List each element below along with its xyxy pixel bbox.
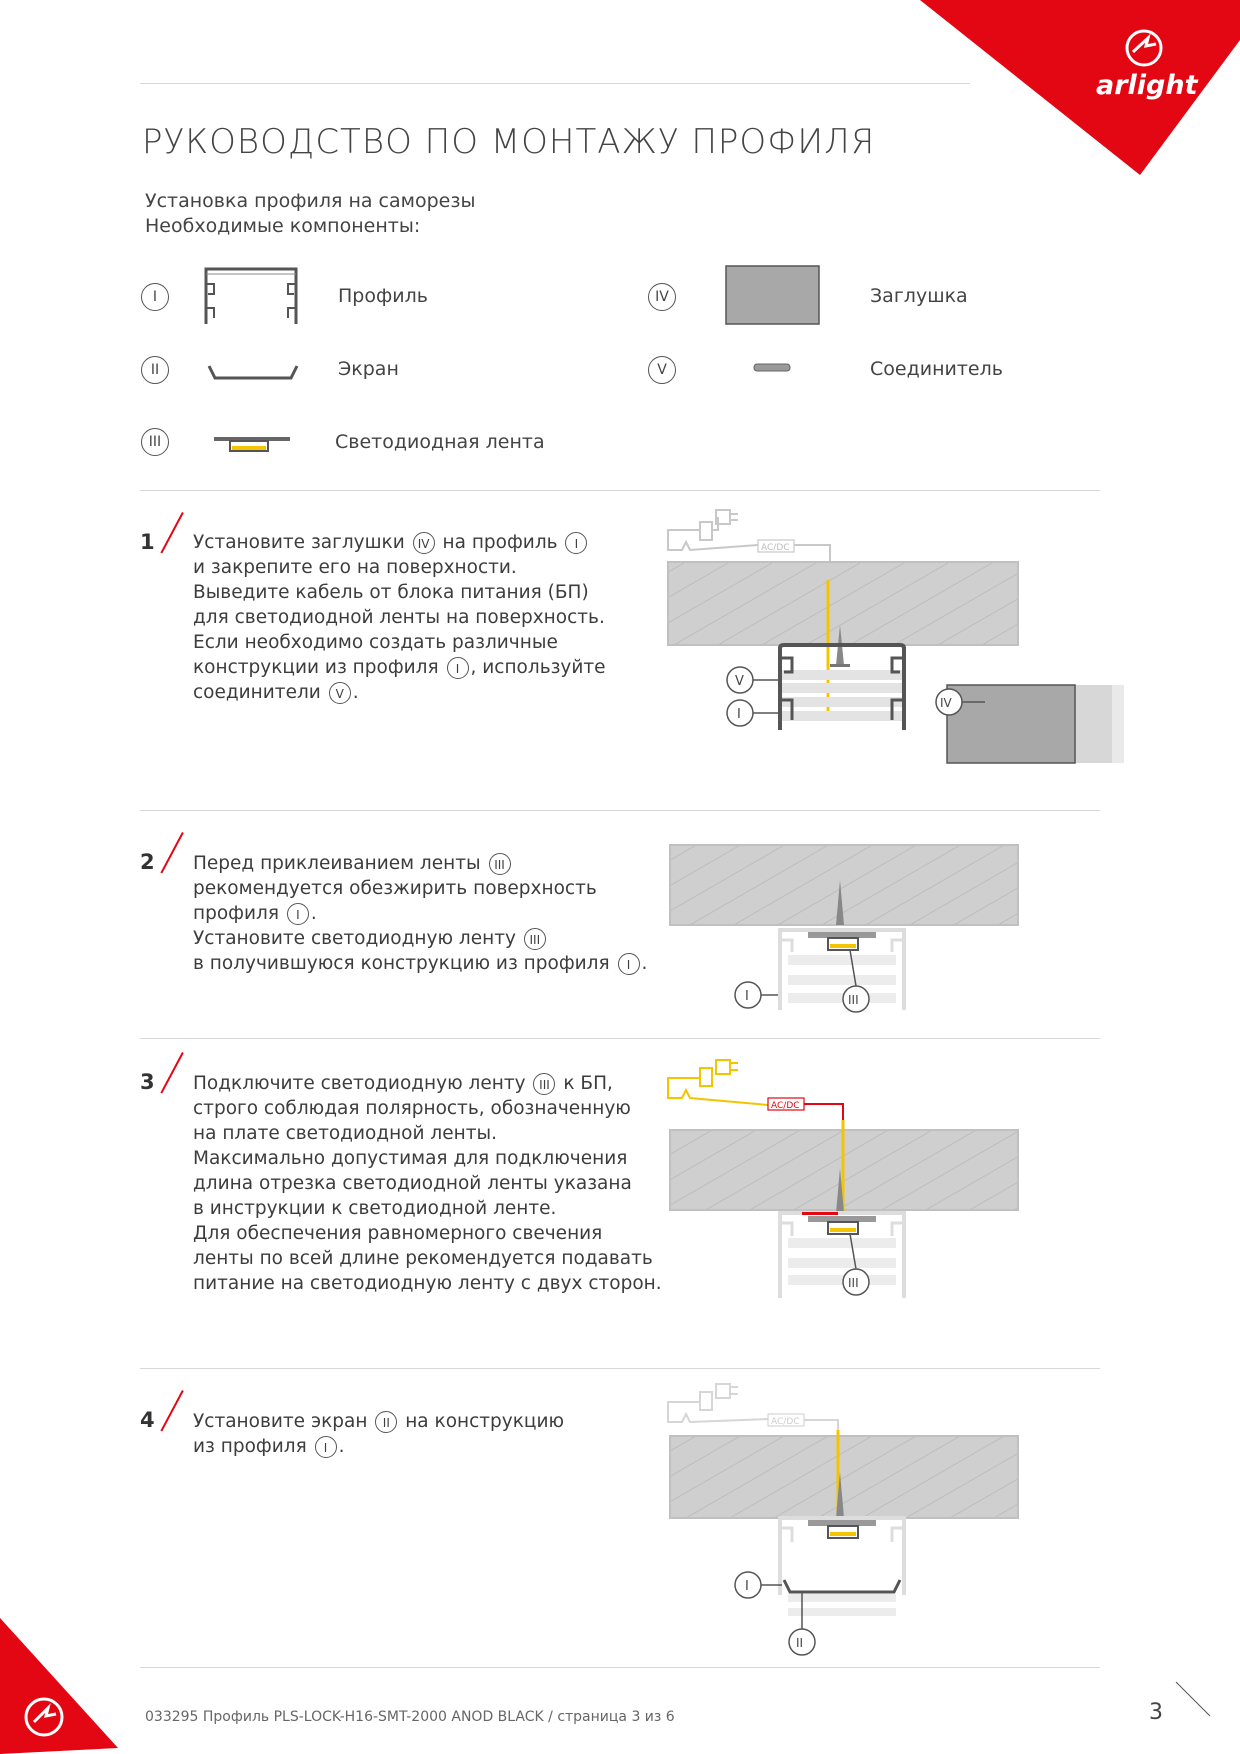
connector-icon [752, 362, 792, 374]
svg-text:III: III [848, 1276, 859, 1290]
roman-ref: V [329, 682, 351, 704]
screen-icon [205, 362, 300, 384]
svg-text:AC/DC: AC/DC [761, 543, 790, 553]
step-2-line: в получившуюся конструкцию из профиля I . [193, 953, 648, 974]
component-label-connector: Соединитель [870, 358, 1003, 380]
step-4-number: 4 [140, 1408, 155, 1432]
step-4-line: из профиля I . [193, 1436, 345, 1457]
svg-text:III: III [848, 993, 859, 1007]
step-2-line: Перед приклеиванием ленты III [193, 851, 647, 876]
roman-i: I [141, 283, 169, 311]
page-title: РУКОВОДСТВО ПО МОНТАЖУ ПРОФИЛЯ [142, 122, 876, 162]
step-3-line: на плате светодиодной ленты. [193, 1123, 497, 1144]
step-1-line: и закрепите его на поверхности. [193, 557, 517, 578]
roman-ref: I [447, 657, 469, 679]
step-1-number: 1 [140, 530, 155, 554]
step-3-line: питание на светодиодную ленту с двух сторон. [193, 1273, 662, 1294]
svg-text:AC/DC: AC/DC [771, 1417, 800, 1427]
roman-ref: III [533, 1073, 555, 1095]
step-1-line: Установите заглушки IV на профиль I [193, 530, 606, 555]
divider-components [140, 490, 1100, 491]
roman-ref: I [565, 532, 587, 554]
step-3-line: Подключите светодиодную ленту III к БП, [193, 1073, 613, 1094]
step-2-line: рекомендуется обезжирить поверхность [193, 878, 597, 899]
step-3-diagram [660, 1058, 1060, 1308]
step-1-slash [160, 512, 183, 554]
brand-logo-text: arlight [1096, 70, 1198, 101]
step-3-text [193, 1071, 662, 1296]
roman-v: V [648, 356, 676, 384]
roman-ref: II [375, 1411, 397, 1433]
roman-ref: III [524, 928, 546, 950]
divider-step-2 [140, 1038, 1100, 1039]
step-4-text [193, 1409, 564, 1459]
profile-icon [200, 264, 302, 326]
step-1-line: Выведите кабель от блока питания (БП) [193, 582, 589, 603]
roman-ref: III [489, 853, 511, 875]
svg-text:II: II [796, 1636, 804, 1650]
page-corner-line [1174, 1680, 1214, 1720]
step-1-text [193, 530, 606, 705]
component-label-screen: Экран [338, 358, 399, 380]
subtitle-install: Установка профиля на саморезы [145, 190, 476, 212]
step-1-line: для светодиодной ленты на поверхность. [193, 607, 605, 628]
footer-doc-info: 033295 Профиль PLS-LOCK-H16-SMT-2000 ANOD BLACK / страница 3 из 6 [145, 1709, 675, 1725]
step-2-slash [160, 832, 183, 874]
roman-ref: I [618, 953, 640, 975]
step-1-line: конструкции из профиля I , используйте [193, 657, 606, 678]
svg-text:I: I [745, 1579, 749, 1594]
end-cap-icon [724, 264, 822, 326]
step-3-line: строго соблюдая полярность, обозначенную [193, 1098, 631, 1119]
roman-ref: I [287, 903, 309, 925]
svg-text:IV: IV [940, 696, 952, 710]
step-2-line: профиля I . [193, 903, 317, 924]
roman-iii: III [141, 428, 169, 456]
svg-text:I: I [745, 989, 749, 1004]
step-3-line: Максимально допустимая для подключения [193, 1148, 628, 1169]
step-4-slash [160, 1390, 183, 1432]
step-2-line: Установите светодиодную ленту III [193, 926, 647, 951]
corner-logo-badge [920, 0, 1240, 175]
divider-step-3 [140, 1368, 1100, 1369]
step-4-line: Установите экран II на конструкцию [193, 1411, 565, 1432]
step-3-line: Для обеспечения равномерного свечения [193, 1223, 603, 1244]
step-1-line: соединители V . [193, 682, 359, 703]
divider-step-1 [140, 810, 1100, 811]
step-2-number: 2 [140, 850, 155, 874]
page-number: 3 [1149, 1700, 1163, 1725]
step-4-diagram [660, 1380, 1060, 1660]
step-3-number: 3 [140, 1070, 155, 1094]
component-label-led-strip: Светодиодная лента [335, 431, 545, 453]
corner-logo-bottom [0, 1610, 120, 1754]
led-strip-icon [212, 434, 292, 454]
step-3-line: в инструкции к светодиодной ленте. [193, 1198, 557, 1219]
roman-ref: IV [413, 532, 435, 554]
svg-text:AC/DC: AC/DC [771, 1101, 800, 1111]
svg-text:V: V [735, 674, 744, 689]
step-3-line: длина отрезка светодиодной ленты указана [193, 1173, 632, 1194]
step-1-diagram [660, 500, 1160, 775]
svg-text:I: I [737, 707, 741, 722]
component-label-end-cap: Заглушка [870, 285, 968, 307]
step-3-line: ленты по всей длине рекомендуется подавать [193, 1248, 653, 1269]
roman-ii: II [141, 356, 169, 384]
divider-footer [140, 1667, 1100, 1668]
top-divider [140, 83, 970, 84]
step-3-slash [160, 1052, 183, 1094]
step-1-line: Если необходимо создать различные [193, 632, 558, 653]
subtitle-components: Необходимые компоненты: [145, 215, 421, 237]
roman-ref: I [315, 1436, 337, 1458]
component-label-profile: Профиль [338, 285, 428, 307]
step-2-text [193, 851, 647, 976]
step-2-diagram [660, 840, 1060, 1020]
roman-iv: IV [648, 283, 676, 311]
